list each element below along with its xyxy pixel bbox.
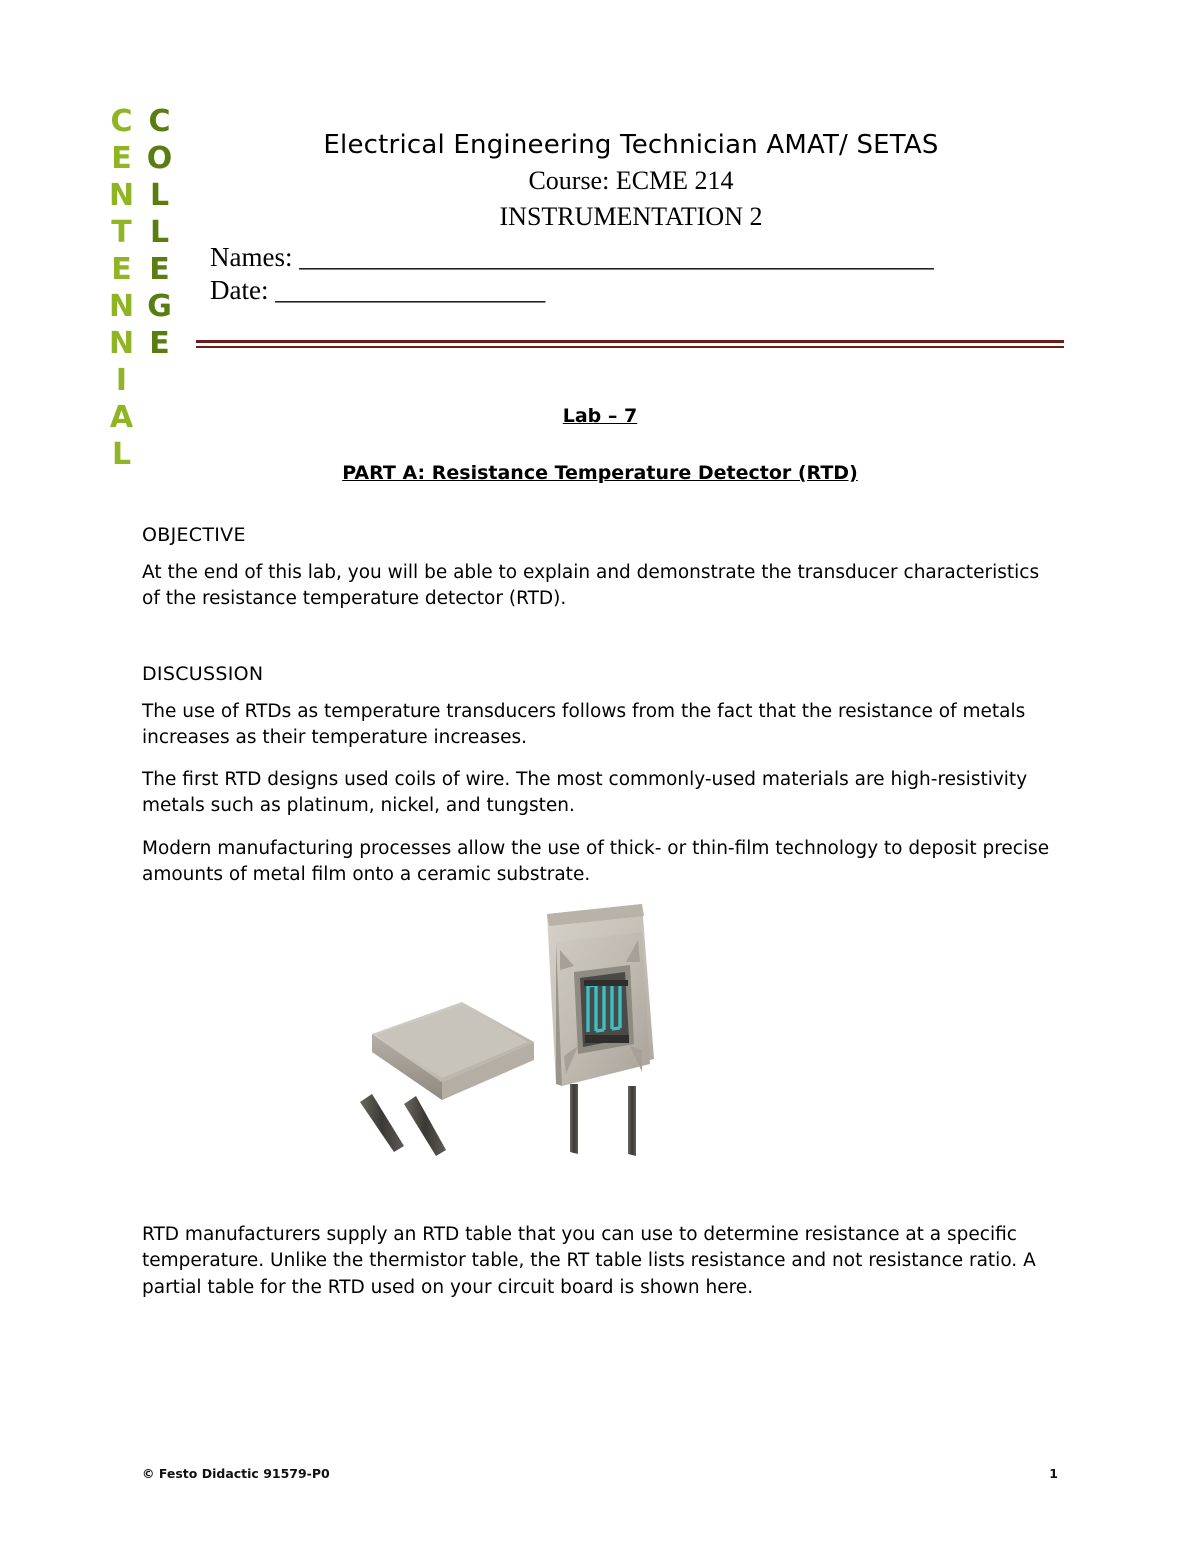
page-footer (142, 1466, 1058, 1481)
objective-paragraph: At the end of this lab, you will be able to explain and demonstrate the transducer characteristics of the resistance temperature detector (RTD). (142, 562, 1040, 610)
discussion-heading: DISCUSSION (142, 662, 264, 685)
spacer (142, 629, 1057, 651)
objective-heading: OBJECTIVE (142, 524, 246, 546)
date-field: Date: ____________________ (210, 275, 546, 305)
discussion-paragraph-4: RTD manufacturers supply an RTD table that you can use to determine resistance at a specific temperature. Unlike the thermistor table, the RT table lists resistance and not resistance ratio. A partial table for the RTD used on your circuit board is shown here. (142, 1224, 1036, 1298)
part-title (0, 462, 1200, 484)
discussion-paragraph-1: The use of RTDs as temperature transducers follows from the fact that the resistance of metals increases as their temperature increases. (142, 700, 1026, 748)
document-body (142, 512, 1057, 1317)
rtd-left-leads (360, 1094, 446, 1156)
logo-word-college: COLLEGE (142, 104, 177, 363)
rtd-right-leads (570, 1084, 636, 1156)
rtd-figure (142, 904, 1057, 1204)
header-divider (196, 340, 1064, 348)
discussion-paragraph-2: The first RTD designs used coils of wire. The most commonly-used materials are high-resistivity metals such as platinum, nickel, and tungsten. (142, 769, 1028, 817)
lab-title-text: Lab – 7 (562, 405, 638, 427)
names-field: Names: _______________________________________________ (210, 242, 934, 272)
program-title: Electrical Engineering Technician AMAT/ SETAS (323, 130, 939, 160)
footer-page-number: 1 (1049, 1466, 1058, 1481)
document-header (196, 130, 1066, 306)
course-code: Course: ECME 214 (528, 166, 734, 195)
lab-title (0, 405, 1200, 427)
course-name: INSTRUMENTATION 2 (499, 202, 763, 231)
centennial-college-logo (92, 96, 202, 474)
footer-copyright: © Festo Didactic 91579-P0 (142, 1466, 330, 1481)
discussion-paragraph-3: Modern manufacturing processes allow the use of thick- or thin-film technology to deposit precise amounts of metal film onto a ceramic substrate. (142, 837, 1050, 885)
logo-word-centennial: CENTENNIAL (104, 104, 139, 474)
part-title-text: PART A: Resistance Temperature Detector (RTD) (342, 462, 858, 484)
rtd-element-illustration (342, 904, 842, 1204)
